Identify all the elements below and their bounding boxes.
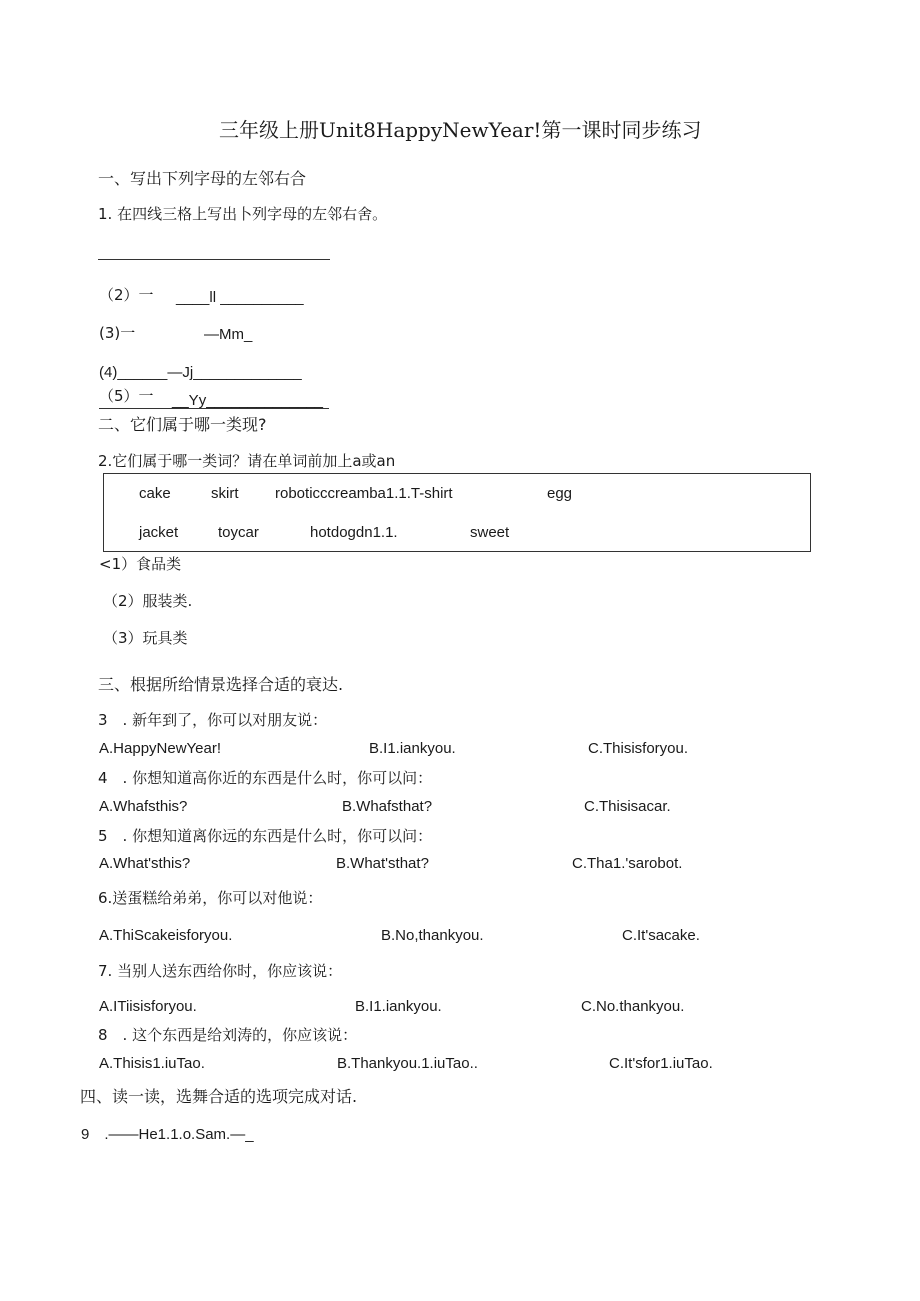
question-8-option-a: A.Thisis1.iuTao.	[99, 1055, 205, 1072]
word-sweet: sweet	[470, 524, 510, 541]
word-egg: egg	[547, 485, 573, 502]
question-5: 5 . 你想知道离你远的东西是什么时，你可以问：	[98, 827, 433, 845]
question-4: 4 . 你想知道高你近的东西是什么时，你可以问：	[98, 769, 433, 787]
section-3-heading: 三、根据所给情景选择合适的衰达.	[98, 675, 344, 694]
question-1: 1. 在四线三格上写出卜列字母的左邻右舍。	[98, 205, 388, 223]
word-box	[103, 473, 811, 552]
question-7-option-b: B.I1.iankyou.	[355, 998, 442, 1015]
question-7: 7. 当别人送东西给你时，你应该说：	[98, 962, 343, 980]
question-4-option-b: B.Whafsthat?	[342, 798, 433, 815]
question-4-option-a: A.Whafsthis?	[99, 798, 188, 815]
item-5-answer: __Yy______________	[172, 392, 323, 409]
question-7-option-c: C.No.thankyou.	[581, 998, 685, 1015]
category-clothes: （2）服装类.	[103, 592, 193, 610]
item-3-answer: —Mm_	[204, 326, 253, 343]
question-5-option-b: B.What'sthat?	[336, 855, 429, 872]
question-5-option-a: A.What'sthis?	[99, 855, 191, 872]
question-3-option-c: C.Thisisforyou.	[588, 740, 689, 757]
item-3-label: (3)一	[99, 324, 136, 342]
word-cake: cake	[139, 485, 171, 502]
word-jacket: jacket	[139, 524, 179, 541]
question-3-option-a: A.HappyNewYear!	[99, 740, 222, 757]
item-4: (4)______—Jj_____________	[99, 364, 302, 381]
category-food: <1）食品类	[99, 555, 182, 573]
item-5-rule	[99, 408, 329, 409]
question-9: 9 .——He1.1.o.Sam.—_	[81, 1126, 254, 1143]
item-5-label: （5）一	[99, 387, 154, 405]
section-2-heading: 二、它们属于哪一类现?	[98, 415, 267, 434]
category-toys: （3）玩具类	[103, 629, 188, 647]
word-hotdog: hotdogdn1.1.	[310, 524, 398, 541]
section-4-heading: 四、读一读，选舞合适的选项完成对话.	[80, 1087, 358, 1106]
question-8-option-c: C.It'sfor1.iuTao.	[609, 1055, 713, 1072]
page-title: 三年级上册Unit8HappyNewYear!第一课时同步练习	[219, 118, 702, 142]
question-5-option-c: C.Tha1.'sarobot.	[572, 855, 683, 872]
question-6-option-b: B.No,thankyou.	[381, 927, 484, 944]
word-skirt: skirt	[211, 485, 239, 502]
question-2: 2.它们属于哪一类词？请在单词前加上a或an	[98, 452, 396, 470]
word-toycar: toycar	[218, 524, 259, 541]
four-line-grid-rule	[98, 259, 330, 260]
question-6-option-c: C.It'sacake.	[622, 927, 700, 944]
section-1-heading: 一、写出下列字母的左邻右合	[98, 169, 307, 188]
question-3-option-b: B.I1.iankyou.	[369, 740, 456, 757]
question-8: 8 . 这个东西是给刘涛的，你应该说：	[98, 1026, 358, 1044]
question-6: 6.送蛋糕给弟弟，你可以对他说：	[98, 889, 323, 907]
item-2-label: （2）一	[99, 286, 154, 304]
item-2-answer: ____ll __________	[176, 289, 304, 306]
word-robot-icecream-tshirt: roboticccreamba1.1.T-shirt	[275, 485, 453, 502]
question-6-option-a: A.ThiScakeisforyou.	[99, 927, 233, 944]
question-8-option-b: B.Thankyou.1.iuTao..	[337, 1055, 478, 1072]
question-7-option-a: A.ITiisisforyou.	[99, 998, 197, 1015]
question-3: 3 . 新年到了，你可以对朋友说：	[98, 711, 328, 729]
question-4-option-c: C.Thisisacar.	[584, 798, 671, 815]
